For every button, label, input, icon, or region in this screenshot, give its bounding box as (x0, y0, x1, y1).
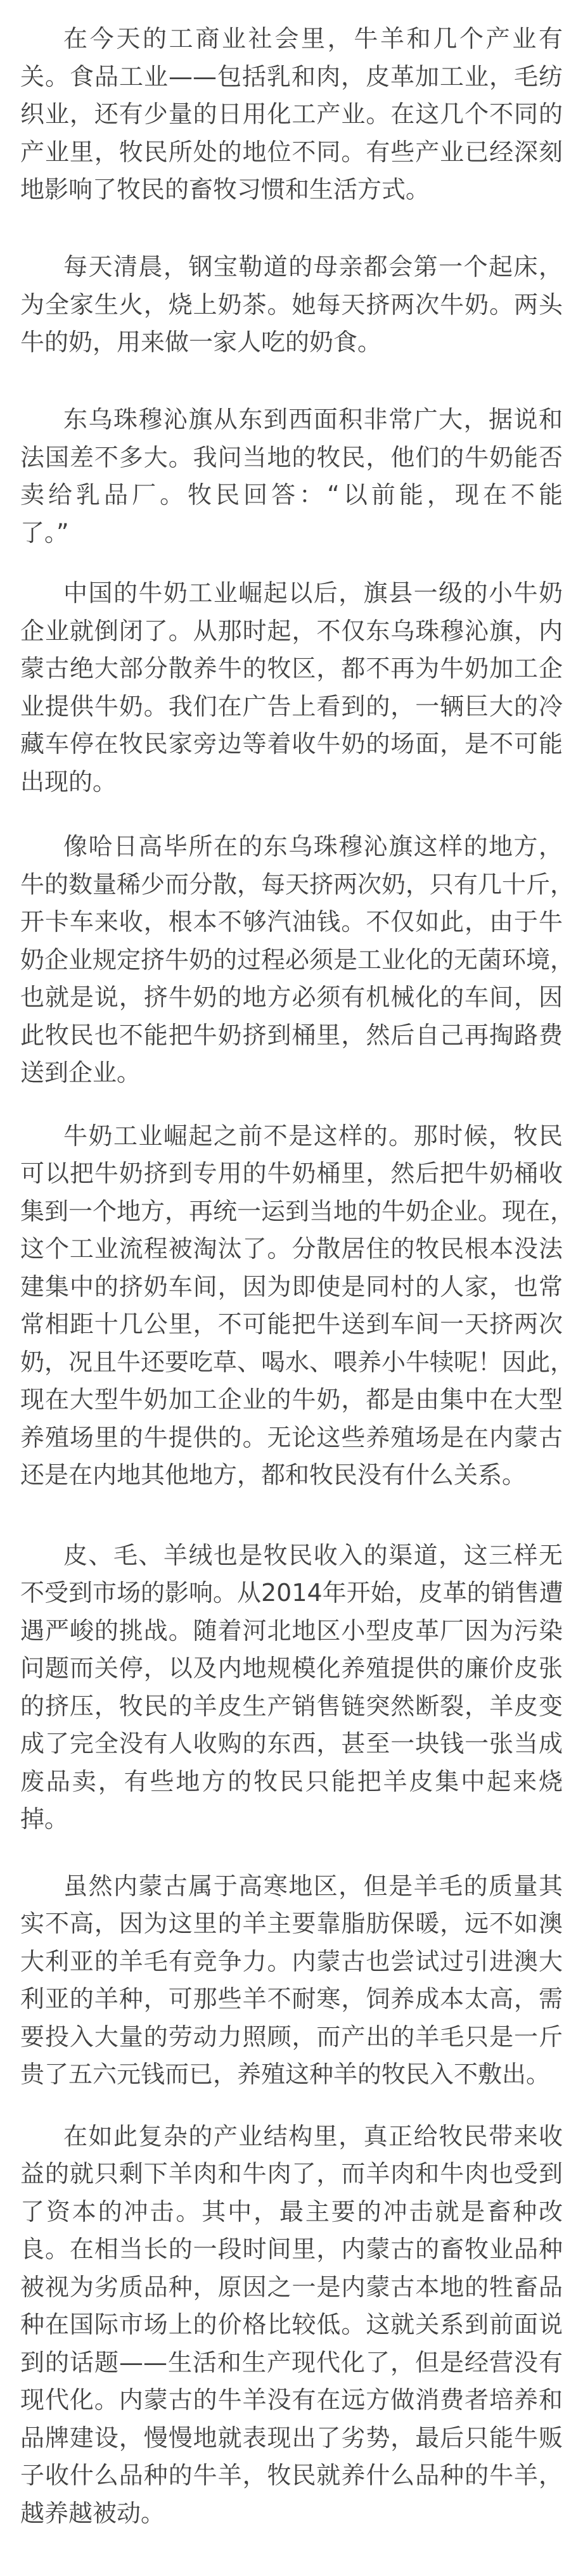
paragraph-line: 藏车停在牧民家旁边等着收牛奶的场面，是不可能 (20, 730, 563, 758)
paragraph-line: 现在大型牛奶加工企业的牛奶，都是由集中在大型 (20, 1386, 563, 1413)
paragraph-line: 大利亚的羊毛有竞争力。内蒙古也尝试过引进澳大 (20, 1947, 563, 1975)
paragraph-line: 废品卖，有些地方的牧民只能把羊皮集中起来烧 (20, 1767, 563, 1795)
paragraph-line: 蒙古绝大部分散养牛的牧区，都不再为牛奶加工企 (20, 654, 563, 682)
article-paragraph (20, 401, 563, 552)
paragraph-line: 像哈日高毕所在的东乌珠穆沁旗这样的地方， (63, 832, 563, 860)
paragraph-line: 卖给乳品厂。牧民回答：“以前能，现在不能 (20, 481, 563, 509)
paragraph-line: 虽然内蒙古属于高寒地区，但是羊毛的质量其 (63, 1871, 563, 1900)
article-paragraph (20, 248, 563, 362)
paragraph-line: 东乌珠穆沁旗从东到西面积非常广大，据说和 (63, 405, 563, 433)
paragraph-line: 常相距十几公里，不可能把牛送到车间一天挤两次 (20, 1310, 563, 1338)
paragraph-line: 奶，况且牛还要吃草、喝水、喂养小牛犊呢！因此， (20, 1348, 575, 1376)
paragraph-line: 在如此复杂的产业结构里，真正给牧民带来收 (63, 2122, 563, 2150)
article-paragraph (20, 1868, 563, 2094)
article-paragraph (20, 575, 563, 801)
paragraph-line: 越养越被动。 (20, 2499, 165, 2527)
paragraph-line: 益的就只剩下羊肉和牛肉了，而羊肉和牛肉也受到 (20, 2160, 563, 2188)
paragraph-line: 种在国际市场上的价格比较低。这就关系到前面说 (20, 2311, 563, 2338)
paragraph-line: 此牧民也不能把牛奶挤到桶里，然后自己再掏路费 (20, 1021, 563, 1049)
paragraph-line: 实不高，因为这里的羊主要靠脂肪保暖，远不如澳 (20, 1910, 563, 1937)
paragraph-line: 为全家生火，烧上奶茶。她每天挤两次牛奶。两头 (20, 290, 563, 319)
paragraph-line: 要投入大量的劳动力照顾，而产出的羊毛只是一斤 (20, 2022, 563, 2051)
paragraph-line: 产业里，牧民所处的地位不同。有些产业已经深刻 (20, 137, 563, 166)
paragraph-line: 业提供牛奶。我们在广告上看到的，一辆巨大的冷 (20, 692, 563, 720)
paragraph-line: 在今天的工商业社会里，牛羊和几个产业有 (63, 25, 563, 53)
paragraph-line: 掉。 (20, 1805, 69, 1833)
paragraph-line: 皮、毛、羊绒也是牧民收入的渠道，这三样无 (63, 1541, 563, 1569)
paragraph-line: 问题而关停，以及内地规模化养殖提供的廉价皮张 (20, 1654, 563, 1682)
paragraph-line: 了。” (20, 518, 69, 547)
paragraph-line: 织业，还有少量的日用化工产业。在这几个不同的 (20, 100, 563, 128)
paragraph-line: 可以把牛奶挤到专用的牛奶桶里，然后把牛奶桶收 (20, 1159, 563, 1187)
article-paragraph (20, 1537, 563, 1839)
paragraph-line: 送到企业。 (20, 1059, 141, 1087)
paragraph-line: 关。食品工业——包括乳和肉，皮革加工业，毛纺 (20, 62, 563, 91)
paragraph-line: 牛的奶，用来做一家人吃的奶食。 (20, 328, 382, 356)
paragraph-line: 不受到市场的影响。从2014年开始，皮革的销售遭 (20, 1579, 563, 1607)
paragraph-line: 企业就倒闭了。从那时起，不仅东乌珠穆沁旗，内 (20, 616, 563, 645)
paragraph-line: 法国差不多大。我问当地的牧民，他们的牛奶能否 (20, 443, 563, 471)
paragraph-line: 每天清晨，钢宝勒道的母亲都会第一个起床， (63, 253, 563, 281)
paragraph-line: 牛的数量稀少而分散，每天挤两次奶，只有几十斤， (20, 870, 575, 898)
paragraph-line: 现代化。内蒙古的牛羊没有在远方做消费者培养和 (20, 2386, 563, 2414)
article-paragraph (20, 828, 575, 1092)
article-paragraph (20, 20, 563, 209)
paragraph-line: 贵了五六元钱而已，养殖这种羊的牧民入不敷出。 (20, 2060, 551, 2088)
paragraph-line: 出现的。 (20, 767, 117, 796)
paragraph-line: 良。在相当长的一段时间里，内蒙古的畜牧业品种 (20, 2235, 563, 2263)
paragraph-line: 这个工业流程被淘汰了。分散居住的牧民根本没法 (20, 1235, 563, 1263)
paragraph-line: 被视为劣质品种，原因之一是内蒙古本地的牲畜品 (20, 2273, 563, 2301)
article-paragraph (20, 2118, 563, 2533)
paragraph-line: 利亚的羊种，可那些羊不耐寒，饲养成本太高，需 (20, 1985, 563, 2013)
paragraph-line: 了资本的冲击。其中，最主要的冲击就是畜种改 (20, 2197, 563, 2226)
paragraph-line: 遇严峻的挑战。随着河北地区小型皮革厂因为污染 (20, 1616, 563, 1645)
paragraph-line: 养殖场里的牛提供的。无论这些养殖场是在内蒙古 (20, 1423, 563, 1451)
paragraph-line: 中国的牛奶工业崛起以后，旗县一级的小牛奶 (63, 579, 563, 607)
paragraph-line: 到的话题——生活和生产现代化了，但是经营没有 (20, 2348, 563, 2376)
paragraph-line: 牛奶工业崛起之前不是这样的。那时候，牧民 (63, 1121, 563, 1150)
paragraph-line: 成了完全没有人收购的东西，甚至一块钱一张当成 (20, 1730, 563, 1757)
paragraph-line: 的挤压，牧民的羊皮生产销售链突然断裂，羊皮变 (20, 1692, 563, 1720)
paragraph-line: 品牌建设，慢慢地就表现出了劣势，最后只能牛贩 (20, 2423, 563, 2452)
paragraph-line: 奶企业规定挤牛奶的过程必须是工业化的无菌环境， (20, 945, 575, 974)
paragraph-line: 建集中的挤奶车间，因为即使是同村的人家，也常 (20, 1272, 563, 1301)
paragraph-line: 集到一个地方，再统一运到当地的牛奶企业。现在， (20, 1197, 575, 1225)
paragraph-line: 子收什么品种的牛羊，牧民就养什么品种的牛羊， (20, 2461, 563, 2489)
paragraph-line: 地影响了牧民的畜牧习惯和生活方式。 (20, 175, 430, 203)
paragraph-line: 也就是说，挤牛奶的地方必须有机械化的车间，因 (20, 983, 563, 1011)
article-paragraph (20, 1118, 575, 1495)
paragraph-line: 开卡车来收，根本不够汽油钱。不仅如此，由于牛 (20, 908, 563, 936)
article-body (20, 20, 575, 2532)
paragraph-line: 还是在内地其他地方，都和牧民没有什么关系。 (20, 1461, 527, 1489)
